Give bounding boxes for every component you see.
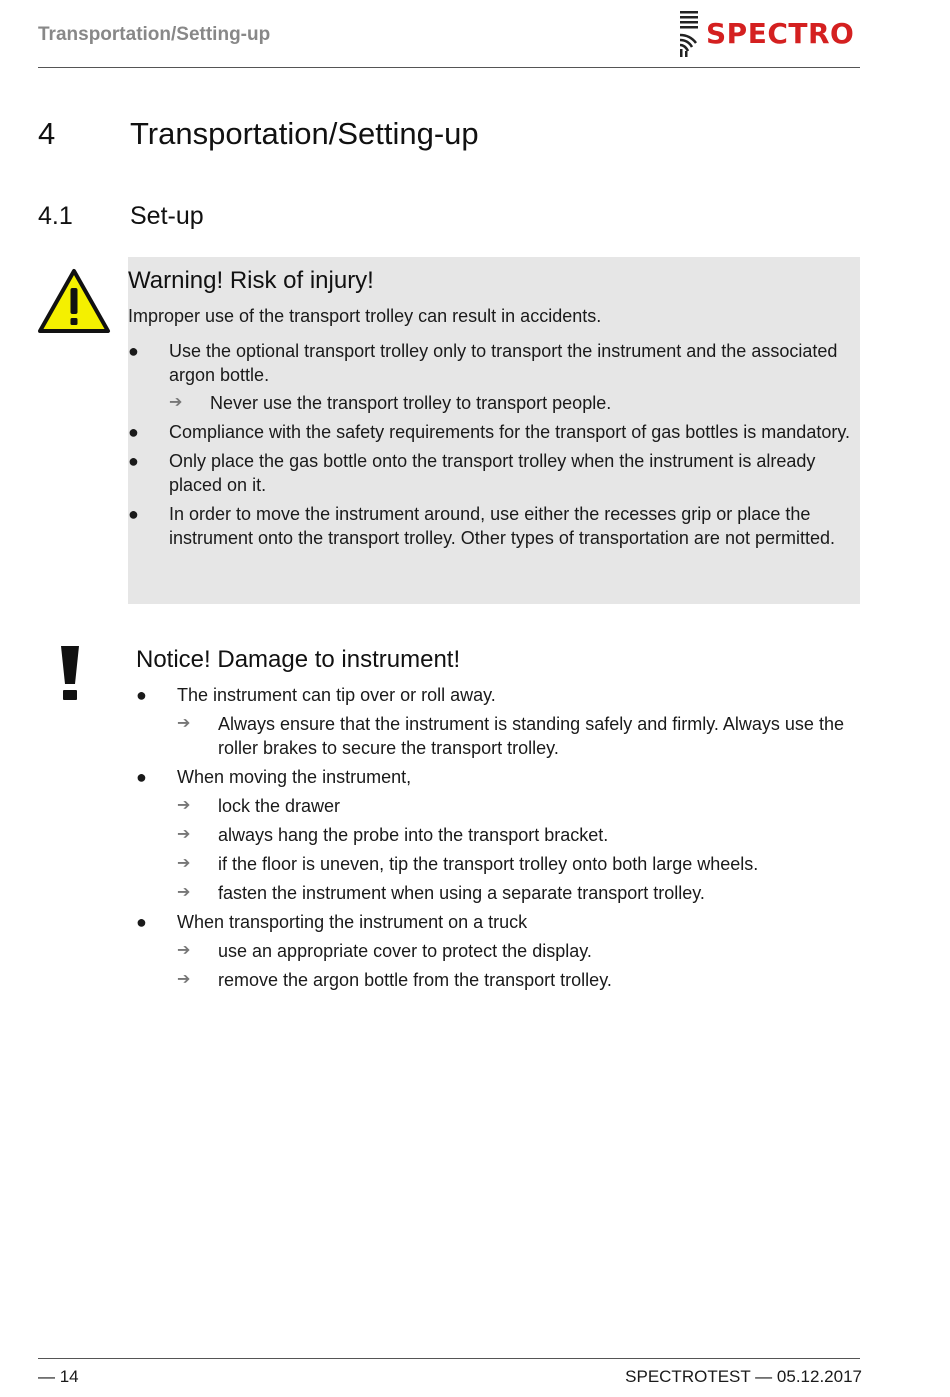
list-item	[128, 339, 860, 415]
warning-title: Warning! Risk of injury!	[128, 267, 374, 294]
bullet-icon: ●	[136, 911, 147, 932]
document-id: SPECTROTEST — 05.12.2017	[625, 1367, 862, 1386]
list-item	[136, 765, 860, 905]
sub-list-item-text: always hang the probe into the transport bracket.	[218, 824, 609, 845]
sub-list-item-text: if the floor is uneven, tip the transport trolley onto both large wheels.	[218, 853, 759, 874]
spectro-logo-mark-icon	[678, 9, 702, 59]
chapter-number: 4	[38, 116, 56, 151]
section-title: Set-up	[130, 202, 204, 230]
sub-list-item-text: fasten the instrument when using a separate transport trolley.	[218, 882, 705, 903]
arrow-right-icon: ➔	[177, 941, 191, 959]
sub-list-item-text: remove the argon bottle from the transport trolley.	[218, 969, 612, 990]
notice-title: Notice! Damage to instrument!	[136, 646, 461, 673]
sub-list-item	[177, 881, 860, 905]
sub-list-item	[177, 823, 860, 847]
arrow-right-icon: ➔	[177, 883, 191, 901]
bullet-icon: ●	[128, 451, 139, 472]
sub-list	[177, 794, 860, 905]
section-heading	[38, 202, 204, 231]
sub-list-item	[177, 794, 860, 818]
running-header-title: Transportation/Setting-up	[38, 24, 271, 45]
spectro-logo	[678, 8, 862, 60]
sub-list-item-text: use an appropriate cover to protect the display.	[218, 940, 592, 961]
sub-list-item	[177, 939, 860, 963]
arrow-right-icon: ➔	[177, 796, 191, 814]
bullet-icon: ●	[128, 422, 139, 443]
arrow-right-icon: ➔	[177, 714, 191, 732]
sub-list-item	[169, 391, 860, 415]
sub-list-item	[177, 968, 860, 992]
bullet-icon: ●	[128, 504, 139, 525]
arrow-right-icon: ➔	[177, 854, 191, 872]
sub-list-item	[177, 852, 860, 876]
warning-box	[128, 257, 860, 604]
warning-list	[128, 339, 860, 550]
sub-list	[177, 939, 860, 992]
list-item-text: In order to move the instrument around, use either the recesses grip or place the instrument onto the transport trolley. Other types of transportation are not permitted.	[169, 504, 835, 549]
list-item-text: Compliance with the safety requirements for the transport of gas bottles is mandatory.	[169, 422, 850, 443]
sub-list-item	[177, 712, 860, 760]
bullet-icon: ●	[136, 766, 147, 787]
list-item	[128, 449, 860, 497]
list-item-text: When moving the instrument,	[177, 766, 412, 787]
arrow-right-icon: ➔	[169, 394, 183, 412]
logo-wordmark: SPECTRO	[706, 17, 855, 50]
footer-divider	[38, 1358, 860, 1359]
list-item-text: The instrument can tip over or roll away.	[177, 684, 496, 705]
bullet-icon: ●	[128, 341, 139, 362]
sub-list-item-text: lock the drawer	[218, 795, 341, 816]
notice-box	[136, 646, 860, 997]
page-number: — 14	[38, 1367, 79, 1386]
arrow-right-icon: ➔	[177, 825, 191, 843]
chapter-heading	[38, 116, 479, 152]
sub-list	[177, 712, 860, 760]
list-item-text: Only place the gas bottle onto the transport trolley when the instrument is already placed on it.	[169, 451, 816, 496]
list-item	[136, 910, 860, 992]
list-item	[128, 502, 860, 550]
notice-list	[136, 683, 860, 992]
section-number: 4.1	[38, 202, 73, 230]
chapter-title: Transportation/Setting-up	[130, 116, 479, 151]
sub-list-item-text: Always ensure that the instrument is standing safely and firmly. Always use the roller brakes to secure the transport trolley.	[218, 713, 844, 758]
list-item-text: Use the optional transport trolley only to transport the instrument and the associated argon bottle.	[169, 341, 838, 386]
arrow-right-icon: ➔	[177, 970, 191, 988]
header-divider	[38, 67, 860, 68]
list-item-text: When transporting the instrument on a truck	[177, 911, 528, 932]
list-item	[136, 683, 860, 760]
warning-content	[128, 267, 860, 555]
sub-list-item-text: Never use the transport trolley to transport people.	[210, 393, 612, 414]
sub-list	[169, 391, 860, 415]
list-item	[128, 420, 860, 444]
warning-triangle-icon	[37, 268, 111, 334]
exclamation-icon	[58, 644, 82, 702]
warning-intro: Improper use of the transport trolley can result in accidents.	[128, 305, 602, 326]
bullet-icon: ●	[136, 684, 147, 705]
